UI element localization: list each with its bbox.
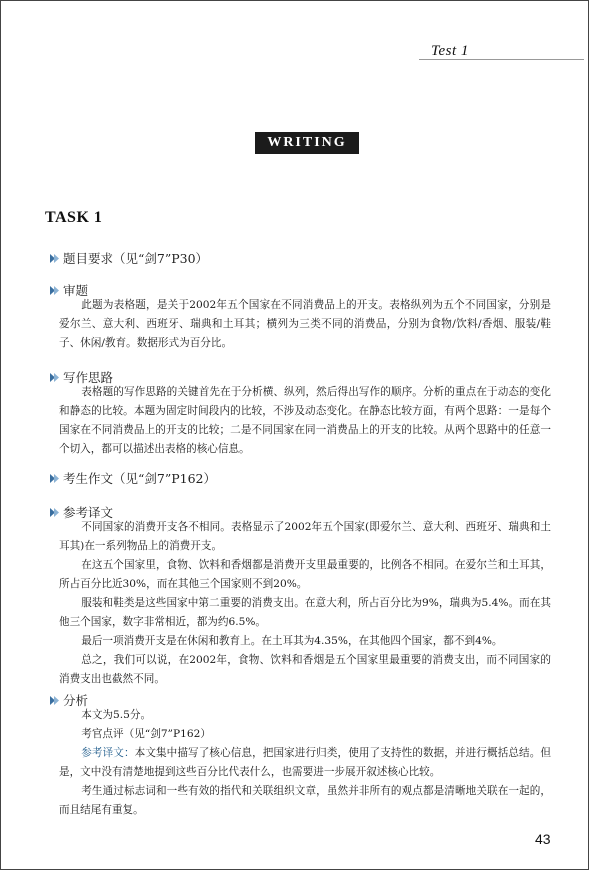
analysis-text-block <box>59 296 551 353</box>
section-title: 题目要求（见“剑7”P30） <box>63 251 209 266</box>
task-title: TASK 1 <box>45 209 103 226</box>
section-student-essay <box>49 469 216 487</box>
analysis-paragraph: 此题为表格题，是关于2002年五个国家在不同消费品上的开支。表格纵列为五个不同国家，分别是爱尔兰、意大利、西班牙、瑞典和土耳其；横列为三类不同的消费品，分别为食物/饮料/香烟、服装/鞋子、休闲/教育。数据形式为百分比。 <box>59 299 551 349</box>
review-text-block <box>59 706 551 820</box>
translation-paragraph: 总之，我们可以说，在2002年，食物、饮料和香烟是五个国家里最重要的消费支出，而不同国家的消费支出也截然不同。 <box>59 654 551 685</box>
running-head: Test 1 <box>431 43 469 59</box>
review-closing: 考生通过标志词和一些有效的指代和关联组织文章，虽然并非所有的观点都是清晰地关联在一起的，而且结尾有重复。 <box>59 785 551 816</box>
arrow-bullet-icon <box>49 372 60 383</box>
arrow-bullet-icon <box>49 473 60 484</box>
approach-text-block <box>59 383 551 459</box>
review-label: 参考译文： <box>81 747 135 759</box>
translation-paragraph: 不同国家的消费开支各不相同。表格显示了2002年五个国家(即爱尔兰、意大利、西班牙、瑞典和土耳其)在一系列物品上的消费开支。 <box>59 521 551 552</box>
approach-paragraph: 表格题的写作思路的关键首先在于分析横、纵列，然后得出写作的顺序。分析的重点在于动态的变化和静态的比较。本题为固定时间段内的比较，不涉及动态变化。在静态比较方面，有两个思路：一是每个国家在不同消费品上的开支的比较；二是不同国家在同一消费品上的开支的比较。从两个思路中的任意一个切入，都可以描述出表格的核心信息。 <box>59 386 551 455</box>
examiner-line: 考官点评（见“剑7”P162） <box>81 728 211 740</box>
header-rule <box>419 59 584 60</box>
section-title: 参考译文 <box>63 505 114 520</box>
review-comment-text: 本文集中描写了核心信息，把国家进行归类，使用了支持性的数据，并进行概括总结。但是，文中没有清楚地提到这些百分比代表什么，也需要进一步展开叙述核心比较。 <box>59 747 551 778</box>
arrow-bullet-icon <box>49 695 60 706</box>
translation-paragraph: 最后一项消费开支是在休闲和教育上。在土耳其为4.35%，在其他四个国家，都不到4%。 <box>81 635 503 647</box>
section-title: 写作思路 <box>63 370 114 385</box>
review-comment <box>59 744 551 782</box>
translation-paragraph: 在这五个国家里，食物、饮料和香烟都是消费开支里最重要的，比例各不相同。在爱尔兰和土耳其，所占百分比近30%，而在其他三个国家则不到20%。 <box>59 559 551 590</box>
arrow-bullet-icon <box>49 285 60 296</box>
translation-paragraph: 服装和鞋类是这些国家中第二重要的消费支出。在意大利，所占百分比为9%，瑞典为5.4%。而在其他三个国家，数字非常相近，都为约6.5%。 <box>59 597 551 628</box>
section-title: 审题 <box>63 283 89 298</box>
section-question-requirement <box>49 249 208 267</box>
section-banner: WRITING <box>255 132 359 154</box>
translation-text-block <box>59 518 551 689</box>
arrow-bullet-icon <box>49 253 60 264</box>
section-title: 考生作文（见“剑7”P162） <box>63 471 217 486</box>
section-title: 分析 <box>63 693 89 708</box>
page-number: 43 <box>535 831 551 847</box>
arrow-bullet-icon <box>49 507 60 518</box>
score-line: 本文为5.5分。 <box>81 709 152 721</box>
